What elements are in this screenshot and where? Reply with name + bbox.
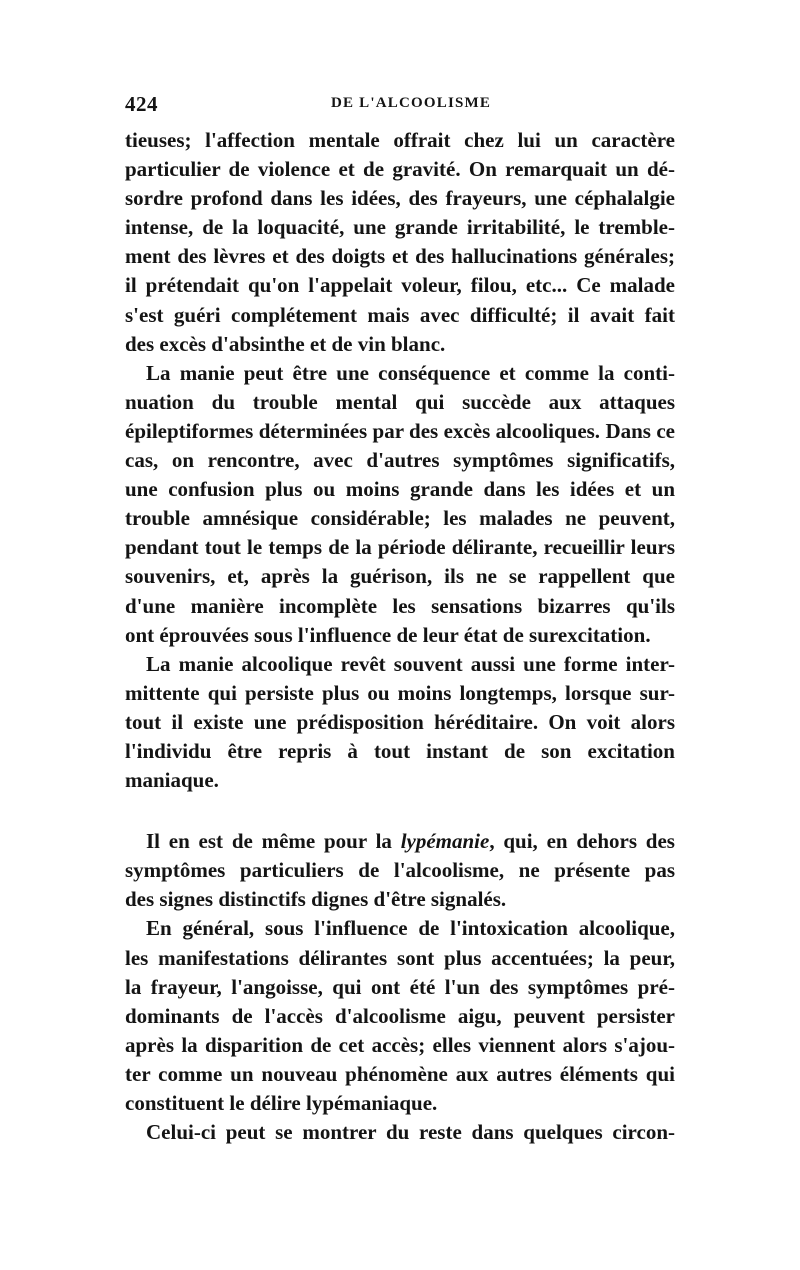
text-line: d'une manière incomplète les sensations bizarres qu'ils bbox=[125, 593, 675, 618]
paragraph bbox=[125, 914, 675, 1118]
text-line: s'est guéri complétement mais avec difficulté; il avait fait bbox=[125, 302, 675, 327]
text-line: Celui-ci peut se montrer du reste dans quelques circon- bbox=[146, 1120, 675, 1145]
text-line: sordre profond dans les idées, des frayeurs, une céphalalgie bbox=[125, 186, 675, 211]
text-line: intense, de la loquacité, une grande irritabilité, le tremble- bbox=[125, 215, 675, 240]
text-line: ont éprouvées sous l'influence de leur état de surexcitation. bbox=[125, 622, 651, 647]
text-line: maniaque. bbox=[125, 768, 219, 793]
text-line: épileptiformes déterminées par des excès alcooliques. Dans ce bbox=[125, 418, 675, 443]
text-line: après la disparition de cet accès; elles viennent alors s'ajou- bbox=[125, 1032, 675, 1057]
text-line: des excès d'absinthe et de vin blanc. bbox=[125, 331, 446, 356]
text-line: La manie alcoolique revêt souvent aussi une forme inter- bbox=[146, 651, 675, 676]
text-line: une confusion plus ou moins grande dans les idées et un bbox=[125, 477, 675, 502]
text-line: symptômes particuliers de l'alcoolisme, ne présente pas bbox=[125, 858, 675, 883]
text-line: mittente qui persiste plus ou moins longtemps, lorsque sur- bbox=[125, 680, 675, 705]
text-line: ter comme un nouveau phénomène aux autres éléments qui bbox=[125, 1061, 675, 1086]
text-line: particulier de violence et de gravité. On remarquait un dé- bbox=[125, 157, 675, 182]
paragraph bbox=[125, 650, 675, 795]
text-line: l'individu être repris à tout instant de son excitation bbox=[125, 738, 675, 763]
text-line: En général, sous l'influence de l'intoxication alcoolique, bbox=[146, 916, 675, 941]
body-text bbox=[125, 126, 675, 1147]
text-line: Il en est de même pour la lypémanie, qui, en dehors des bbox=[146, 829, 675, 854]
running-title: DE L'ALCOOLISME bbox=[331, 95, 492, 111]
paragraph bbox=[125, 359, 675, 650]
page-header bbox=[125, 92, 675, 118]
italic-term: lypémanie bbox=[400, 829, 490, 854]
text-line: les manifestations délirantes sont plus accentuées; la peur, bbox=[125, 945, 675, 970]
text-line: nuation du trouble mental qui succède aux attaques bbox=[125, 389, 675, 414]
text-line: il prétendait qu'on l'appelait voleur, filou, etc... Ce malade bbox=[125, 273, 675, 298]
page-number: 424 bbox=[125, 92, 158, 116]
text-line: dominants de l'accès d'alcoolisme aigu, peuvent persister bbox=[125, 1003, 675, 1028]
text-line: cas, on rencontre, avec d'autres symptômes significatifs, bbox=[125, 448, 675, 473]
text-line: la frayeur, l'angoisse, qui ont été l'un des symptômes pré- bbox=[125, 974, 675, 999]
text-line: pendant tout le temps de la période délirante, recueillir leurs bbox=[125, 535, 675, 560]
text-line: constituent le délire lypémaniaque. bbox=[125, 1091, 438, 1115]
text-line: tout il existe une prédisposition héréditaire. On voit alors bbox=[125, 709, 675, 734]
text-line: ment des lèvres et des doigts et des hallucinations générales; bbox=[125, 244, 675, 269]
paragraph bbox=[125, 126, 675, 359]
text-line: La manie peut être une conséquence et comme la conti- bbox=[146, 360, 675, 385]
paragraph bbox=[125, 1118, 675, 1147]
text-line: des signes distinctifs dignes d'être signalés. bbox=[125, 887, 507, 912]
paragraph bbox=[125, 827, 675, 914]
paragraph-gap bbox=[125, 795, 675, 827]
text-line: trouble amnésique considérable; les malades ne peuvent, bbox=[125, 506, 675, 531]
text-line: tieuses; l'affection mentale offrait chez lui un caractère bbox=[125, 128, 675, 152]
text-line: souvenirs, et, après la guérison, ils ne se rappellent que bbox=[125, 564, 675, 589]
